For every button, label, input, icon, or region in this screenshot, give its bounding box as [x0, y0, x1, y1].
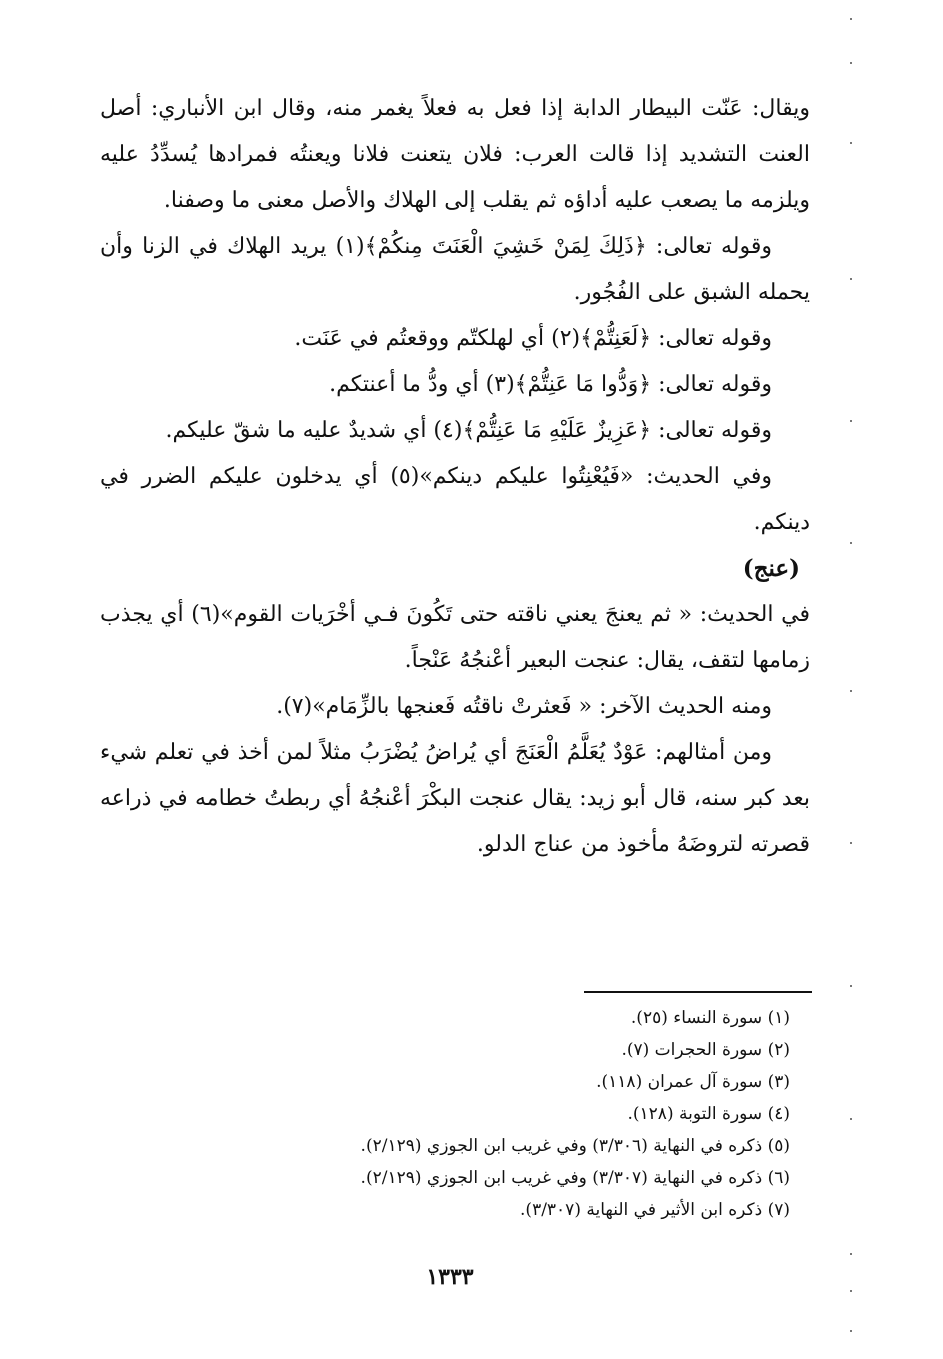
paragraph-proverb: ومن أمثالهم: عَوْدٌ يُعَلَّمُ الْعَنَجَ أي يُراضُ يُضْرَبُ مثلاً لمن أخذ في تعلم شيء بعد كبر سنه، قال أبو زيد: يقال عنجت البكْرَ أعْنجُهُ أي ربطتُ خطامه في ذراعه قصرته لتروضَهُ مأخوذ من عناج الدلو.: [100, 740, 810, 857]
footnote-item: (٧) ذكره ابن الأثير في النهاية (٣/٣٠٧).: [520, 1200, 790, 1220]
scan-dot: [850, 1253, 852, 1255]
scan-dot: [850, 985, 852, 987]
footnote-item: (١) سورة النساء (٢٥).: [630, 1008, 790, 1028]
scan-dot: [850, 18, 852, 20]
paragraph-hadith-1: وفي الحديث: «فَيُعْنِتُوا عليكم دينكم»(٥) أي يدخلون عليكم الضرر في دينكم.: [100, 464, 810, 535]
main-text: [100, 86, 810, 868]
footnote-item: (٣) سورة آل عمران (١١٨).: [596, 1072, 790, 1092]
scan-dot: [850, 1330, 852, 1332]
footnote-item: (٢) سورة الحجرات (٧).: [621, 1040, 790, 1060]
scan-dot: [850, 542, 852, 544]
footnote-item: (٥) ذكره في النهاية (٣/٣٠٦) وفي غريب ابن الجوزي (٢/١٢٩).: [360, 1136, 790, 1156]
footnote-item: (٤) سورة التوبة (١٢٨).: [627, 1104, 790, 1124]
scan-dot: [850, 690, 852, 692]
scan-dot: [850, 842, 852, 844]
footnote-divider: [584, 991, 812, 993]
scan-dot: [850, 1118, 852, 1120]
scan-dot: [850, 420, 852, 422]
scan-dot: [850, 62, 852, 64]
paragraph-quran-2: وقوله تعالى: ﴿لَعَنِتُّمْ﴾(٢) أي لهلكتّم ووقعتُم في عَنَت.: [294, 326, 772, 351]
paragraph-quran-4: وقوله تعالى: ﴿عَزِيزٌ عَلَيْهِ مَا عَنِتُّمْ﴾(٤) أي شديدٌ عليه ما شقّ عليكم.: [165, 418, 772, 443]
footnote-item: (٦) ذكره في النهاية (٣/٣٠٧) وفي غريب ابن الجوزي (٢/١٢٩).: [360, 1168, 790, 1188]
scan-dot: [850, 142, 852, 144]
entry-heading: (عنج): [742, 555, 800, 582]
paragraph-quran-1: وقوله تعالى: ﴿ذَلِكَ لِمَنْ خَشِيَ الْعَنَتَ مِنكُمْ﴾(١) يريد الهلاك في الزنا وأن يحمله الشبق على الفُجُور.: [100, 234, 810, 305]
footnotes: [250, 1002, 790, 1226]
scan-dot: [850, 278, 852, 280]
paragraph-quran-3: وقوله تعالى: ﴿وَدُّوا مَا عَنِتُّمْ﴾(٣) أي ودُّ ما أعنتكم.: [329, 372, 772, 397]
scan-dot: [850, 1290, 852, 1292]
scan-edge-marks: [848, 0, 856, 1359]
page-number: ١٣٣٣: [426, 1264, 474, 1290]
paragraph-anat-definition: ويقال: عَنّت البيطار الدابة إذا فعل به فعلاً يغمر منه، وقال ابن الأنباري: أصل العنت التشديد إذا قالت العرب: فلان يتعنت فلانا ويعنتُه فمرادها يُسدِّدُ عليه ويلزمه ما يصعب عليه أداؤه ثم يقلب إلى الهلاك والأصل معنى ما وصفنا.: [100, 96, 810, 213]
paragraph-hadith-2: في الحديث: « ثم يعنجَ يعني ناقته حتى تَكُونَ فـي أخْرَيات القوم»(٦) أي يجذب زمامها لتقف، يقال: عنجت البعير أعْنجُهُ عَنْجاً.: [100, 602, 810, 673]
paragraph-hadith-3: ومنه الحديث الآخر: « فَعثرتْ ناقتُه فَعنجها بالزِّمَام»(٧).: [276, 694, 772, 719]
